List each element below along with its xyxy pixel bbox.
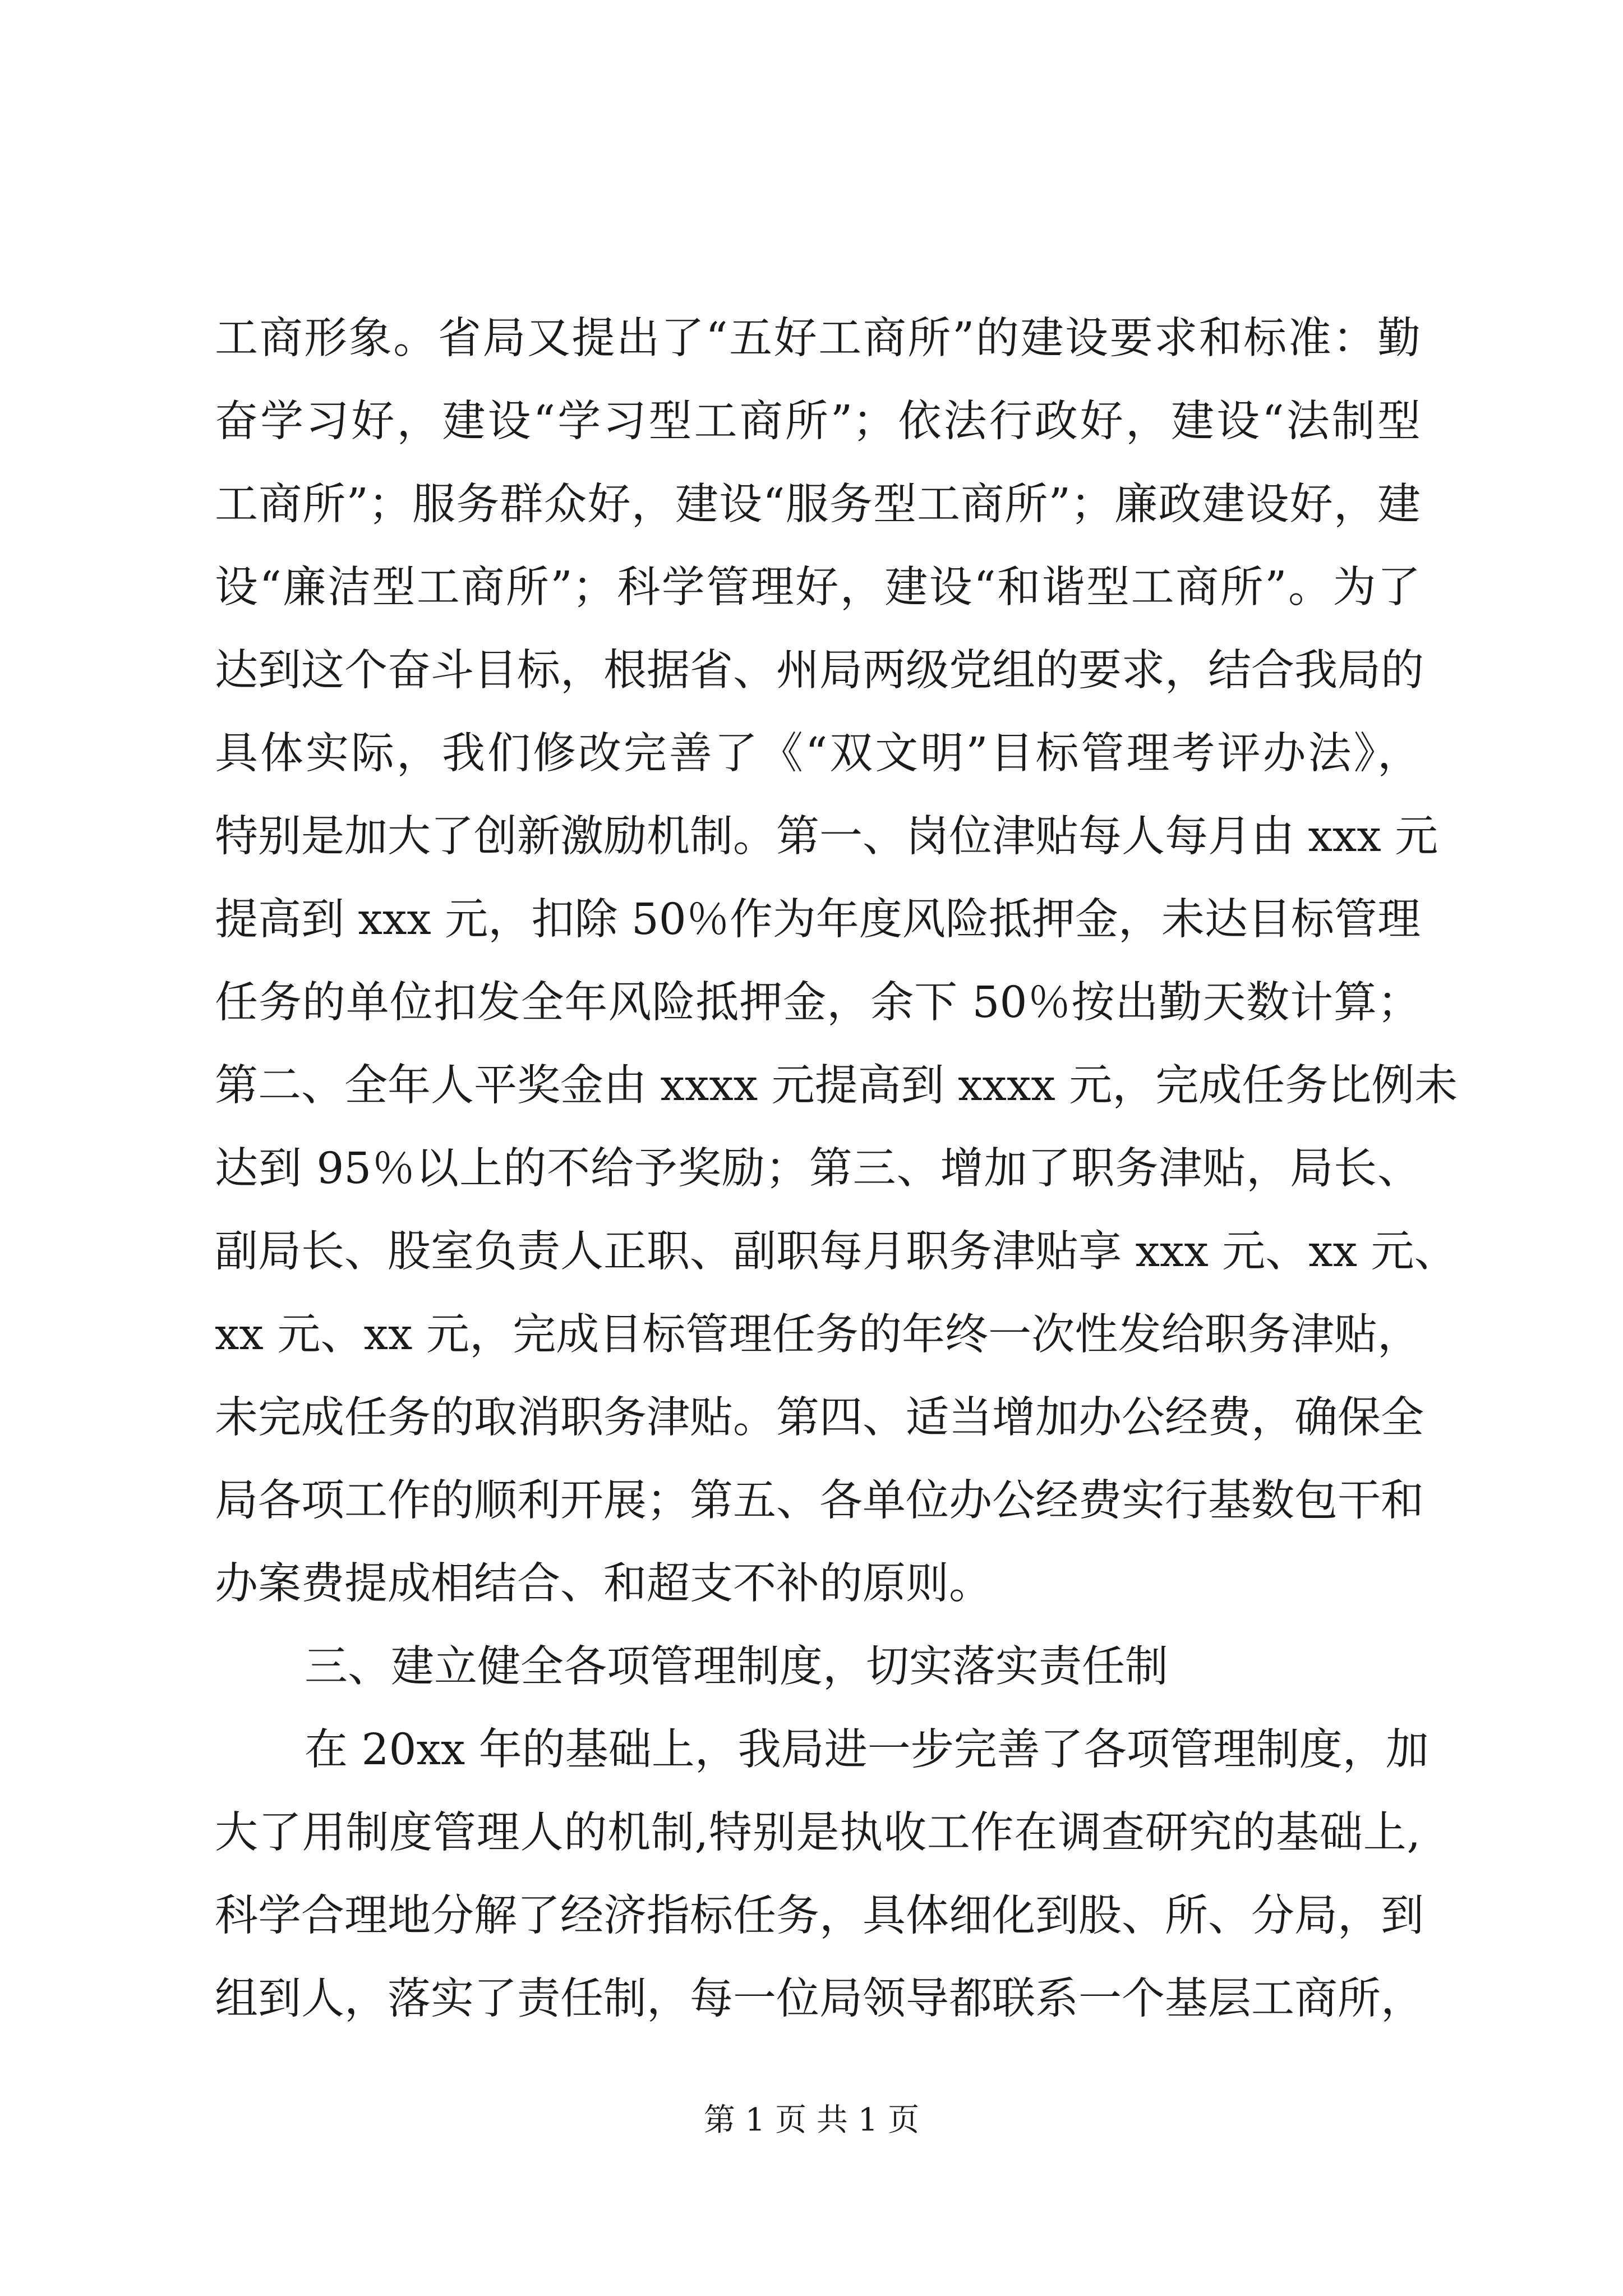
text-line: 办案费提成相结合、和超支不补的原则。: [215, 1559, 992, 1609]
text-line: 局各项工作的顺利开展；第五、各单位办公经费实行基数包干和: [215, 1476, 1424, 1526]
body-text: [215, 297, 1458, 2041]
page-footer: [0, 2098, 1623, 2143]
text-line: 第二、全年人平奖金由 xxxx 元提高到 xxxx 元，完成任务比例未: [215, 1061, 1458, 1111]
text-line: 具体实际，我们修改完善了《“双文明”目标管理考评办法》，: [215, 729, 1421, 779]
text-line: 工商形象。省局又提出了“五好工商所”的建设要求和标准：勤: [215, 314, 1421, 364]
text-line: 特别是加大了创新激励机制。第一、岗位津贴每人每月由 xxx 元: [215, 812, 1438, 862]
text-line: 科学合理地分解了经济指标任务，具体细化到股、所、分局，到: [215, 1891, 1424, 1941]
text-line: 达到这个奋斗目标，根据省、州局两级党组的要求，结合我局的: [215, 646, 1424, 696]
text-line: 组到人，落实了责任制，每一位局领导都联系一个基层工商所，: [215, 1974, 1424, 2024]
text-line: 在 20xx 年的基础上，我局进一步完善了各项管理制度，加: [305, 1725, 1429, 1775]
text-line: 未完成任务的取消职务津贴。第四、适当增加办公经费，确保全: [215, 1393, 1424, 1443]
text-line: 奋学习好，建设“学习型工商所”；依法行政好，建设“法制型: [215, 397, 1421, 447]
text-line: 设“廉洁型工商所”；科学管理好，建设“和谐型工商所”。为了: [215, 563, 1421, 613]
text-line: 大了用制度管理人的机制,特别是执收工作在调查研究的基础上,: [215, 1808, 1421, 1858]
text-line: 工商所”；服务群众好，建设“服务型工商所”；廉政建设好，建: [215, 480, 1421, 530]
text-line: 提高到 xxx 元，扣除 50％作为年度风险抵押金，未达目标管理: [215, 895, 1421, 945]
section-heading: 三、建立健全各项管理制度，切实落实责任制: [305, 1642, 1168, 1692]
page-number: 第 1 页 共 1 页: [703, 2102, 920, 2138]
text-line: 达到 95％以上的不给予奖励；第三、增加了职务津贴，局长、: [215, 1144, 1421, 1194]
text-line: 任务的单位扣发全年风险抵押金，余下 50％按出勤天数计算；: [215, 978, 1421, 1028]
text-line: xx 元、xx 元，完成目标管理任务的年终一次性发给职务津贴，: [215, 1310, 1421, 1360]
text-line: 副局长、股室负责人正职、副职每月职务津贴享 xxx 元、xx 元、: [215, 1227, 1458, 1277]
